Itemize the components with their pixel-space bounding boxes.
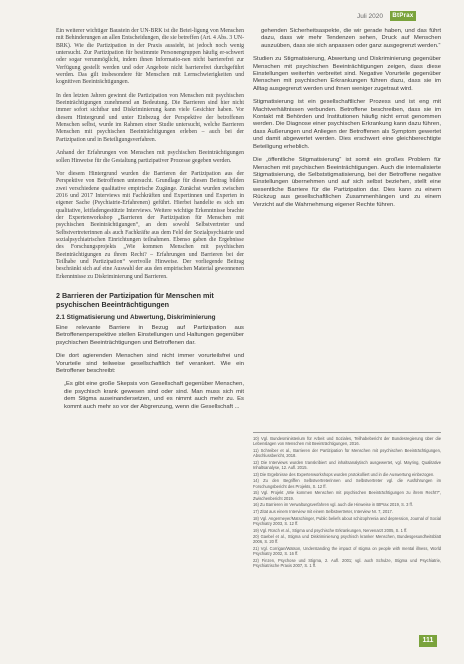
footnote: 15) Vgl. Projekt „Wie kommen Menschen mit psychischen Beeinträchtigungen zu ihrem Recht?“, Zwischenbericht 2019. bbox=[253, 490, 441, 501]
footnote: 13) Die Ergebnisse des Expertenworkshops wurden protokolliert und in die Auswertung einbezogen. bbox=[253, 471, 435, 477]
paragraph: Ein weiterer wichtiger Baustein der UN-BRK ist die Betei-ligung von Menschen mit Behinderungen an allen Entscheidungen, die sie betreffen (Art. 4 Abs. 3 UN-BRK). Wie die Partizipation in der Praxis aussieht, ist jedoch noch wenig untersucht. Zur Partizipation für bestimmte Personengruppen häufig er-schwert oder sogar verunmöglicht, indem ihnen Informatio-nen nicht barrierefrei zur Verfügung gestellt werden und oder Angebote nicht barrierefrei durchgeführt werden. Das gilt insbesondere für Menschen mit Lernschwierigkeiten und kognitiven Beeinträchtigungen. bbox=[56, 28, 244, 86]
footnote: 14) Zu den Begriffen Selbstvertreterinnen und Selbstvertreter vgl. die Ausführungen im Forschungsbericht des Projekts, S. 12 ff. bbox=[253, 478, 441, 489]
paragraph-highlight: Anhand der Erfahrungen von Menschen mit psychischen Beeinträchtigungen sollen Hinweise für die Gestaltung partizipativer Prozesse gegeben werden. bbox=[56, 150, 244, 164]
journal-badge: BtPrax bbox=[390, 11, 416, 21]
footnote: 10) Vgl. Bundesministerium für Arbeit und Soziales, Teilhabebericht der Bundesregierung über die Lebenslagen von Menschen mit Beeinträchtigungen, 2016. bbox=[253, 436, 441, 447]
footnote: 20) Gaebel et al., Stigma und Diskriminierung psychisch kranker Menschen, Bundesgesundheitsblatt 2006, S. 20 ff. bbox=[253, 534, 441, 545]
footnote: 18) Vgl. Angermeyer/Matschinger, Public beliefs about schizophrenia and depression, Journal of Social Psychiatry 2003, S. 12 ff. bbox=[253, 515, 441, 526]
page-number: 111 bbox=[419, 635, 437, 647]
left-column bbox=[56, 28, 244, 417]
paragraph: In den letzten Jahren gewinnt die Partizipation von Menschen mit psychischen Beeinträchtigungen zunehmend an Bedeutung. Die Barrieren sind hier nicht immer sofort sichtbar und Diskriminierung kann viele Gesichter haben. Vor diesem Hintergrund und unter Einbezug der Perspektive der betroffenen Menschen selbst, wurde im Rahmen einer Studie untersucht, welche Barrieren Menschen mit psychischen Beeinträchtigungen erleben – auch bei der Partizipation und in Beteiligungsverfahren. bbox=[56, 92, 244, 143]
paragraph: Die „öffentliche Stigmatisierung“ ist somit ein großes Problem für Menschen mit psychischen Beeinträchtigungen. Auch die internalisierte Stigmatisierung, die Selbststigmatisierung, bei der Betroffene negative Einstellungen übernehmen und auf sich selbst beziehen, stellt eine wesentliche Barriere für die Partizipation dar. Dies kann zu einem Rückzug aus gesellschaftlichen Zusammenhängen und zu einem Verzicht auf die Wahrnehmung eigener Rechte führen. bbox=[253, 157, 441, 208]
paragraph: Vor diesem Hintergrund wurden die Barrieren der Partizipation aus der Perspektive von Betroffenen untersucht. Grundlage für diesen Beitrag bilden zwei verschiedene qualitative empirische Zugänge. Zunächst wurden zwischen 2016 und 2017 Interviews mit Fachkräften und Expertinnen und Experten in eigener Sache (Psychiatrie-Erfahrenen) geführt. Hierbei handelte es sich um qualitative, leitfadengestützte Interviews. Weitere wichtige Erkenntnisse brachte der Expertenworkshop „Barrieren der Partizipation für Menschen mit psychischen Beeinträchtigungen“, an dem sowohl Selbstvertreter und Selbstvertreterinnen als auch Fachkräfte aus dem Feld der Sozialpsychiatrie und sozialpsychiatrischen Einrichtungen teilnahmen. Ebenso gaben die Ergebnisse des Forschungsprojekts „Wie kommen Menschen mit psychischen Beeinträchtigungen zu ihrem Recht? – Erfahrungen und Barrieren bei der Teilhabe und Partizipation“ wertvolle Hinweise. Der vorliegende Beitrag beschränkt sich auf eine Auswahl der aus den empirischen Material gewonnenen Erkenntnisse zu Diskriminierung und Barrieren. bbox=[56, 170, 244, 280]
footnotes bbox=[253, 432, 441, 570]
paragraph: Die dort agierenden Menschen sind nicht immer vorurteilsfrei und Vorurteile sind teilweise gesellschaftlich tief verankert. Wie ein Betroffener beschreibt: bbox=[56, 353, 244, 375]
right-column bbox=[253, 28, 441, 215]
footnote: 21) Vgl. Corrigan/Watson, Understanding the impact of stigma on people with mental illness, World Psychiatry 2002, S. 16 ff. bbox=[253, 546, 441, 557]
footnote: 16) Zu Barrieren im Verwaltungsverfahren vgl. auch die Hinweise in BtPrax 2019, S. 3 ff. bbox=[253, 502, 413, 508]
footnote: 22) Finzen, Psychose und Stigma, 2. Aufl. 2001; vgl. auch Schulze, Stigma und Psychiatrie, Psychiatrische Praxis 2007, S. 1 ff. bbox=[253, 558, 441, 569]
footnote: 12) Die Interviews wurden transkribiert und inhaltsanalytisch ausgewertet, vgl. Mayring, Qualitative Inhaltsanalyse, 12. Aufl. 2015. bbox=[253, 459, 441, 471]
block-quote: „Es gibt eine große Skepsis von Gesellschaft gegenüber Menschen, die psychisch krank gewesen sind oder sind. Man muss sich mit dem Stigma auseinandersetzen, und es nimmt auch mehr zu. Es kommt auch mehr so vor der Abgrenzung, wenn die Gesellschaft ... bbox=[64, 381, 244, 410]
block-quote-continued: gehenden Sicherheitsaspekte, die wir gerade haben, und das führt dazu, dass wir mehr Tendenzen sehen, Druck auf Menschen auszuüben, dass sie sich anpassen oder ganz ausgegrenzt werden.“ bbox=[261, 28, 441, 49]
footnote: 19) Vgl. Rüsch et al., Stigma und psychische Erkrankungen, Nervenarzt 2005, S. 1 ff. bbox=[253, 527, 408, 533]
paragraph: Stigmatisierung ist ein gesellschaftlicher Prozess und ist eng mit Machtverhältnissen verbunden. Betroffene beschreiben, dass sie im Kontakt mit Behörden und Institutionen häufig nicht ernst genommen werden. Die Diagnose einer psychischen Erkrankung kann dazu führen, dass Äußerungen und Anliegen der Betroffenen als Symptom gewertet und damit abgewertet werden. Dies erschwert eine gleichberechtigte Beteiligung erheblich. bbox=[253, 99, 441, 150]
section-heading: 2 Barrieren der Partizipation für Menschen mit psychischen Beeinträchtigungen bbox=[56, 291, 214, 309]
paragraph: Studien zu Stigmatisierung, Abwertung und Diskriminierung gegenüber Menschen mit psychischen Beeinträchtigungen zeigen, dass diese Einstellungen weiterhin verbreitet sind. Negative Vorurteile gegenüber Menschen mit psychischen Erkrankungen führen dazu, dass sie im Alltag ausgegrenzt werden und ihnen weniger zugetraut wird. bbox=[253, 56, 441, 92]
paragraph: Eine relevante Barriere in Bezug auf Partizipation aus Betroffenenperspektive stellen Einstellungen und Haltungen gegenüber psychischen Beeinträchtigungen und Betroffenen dar. bbox=[56, 325, 244, 346]
sub-heading: 2.1 Stigmatisierung und Abwertung, Diskriminierung bbox=[56, 314, 216, 321]
footnote: 17) Zitat aus einem Interview mit einem Selbstvertreter, Interview Nr. 7, 2017. bbox=[253, 508, 393, 514]
footnote: 11) Schreiber et al., Barrieren der Partizipation für Menschen mit psychischen Beeinträchtigungen, Abschlussbericht, 2018. bbox=[253, 447, 441, 459]
issue-date: Juli 2020 bbox=[357, 13, 384, 20]
